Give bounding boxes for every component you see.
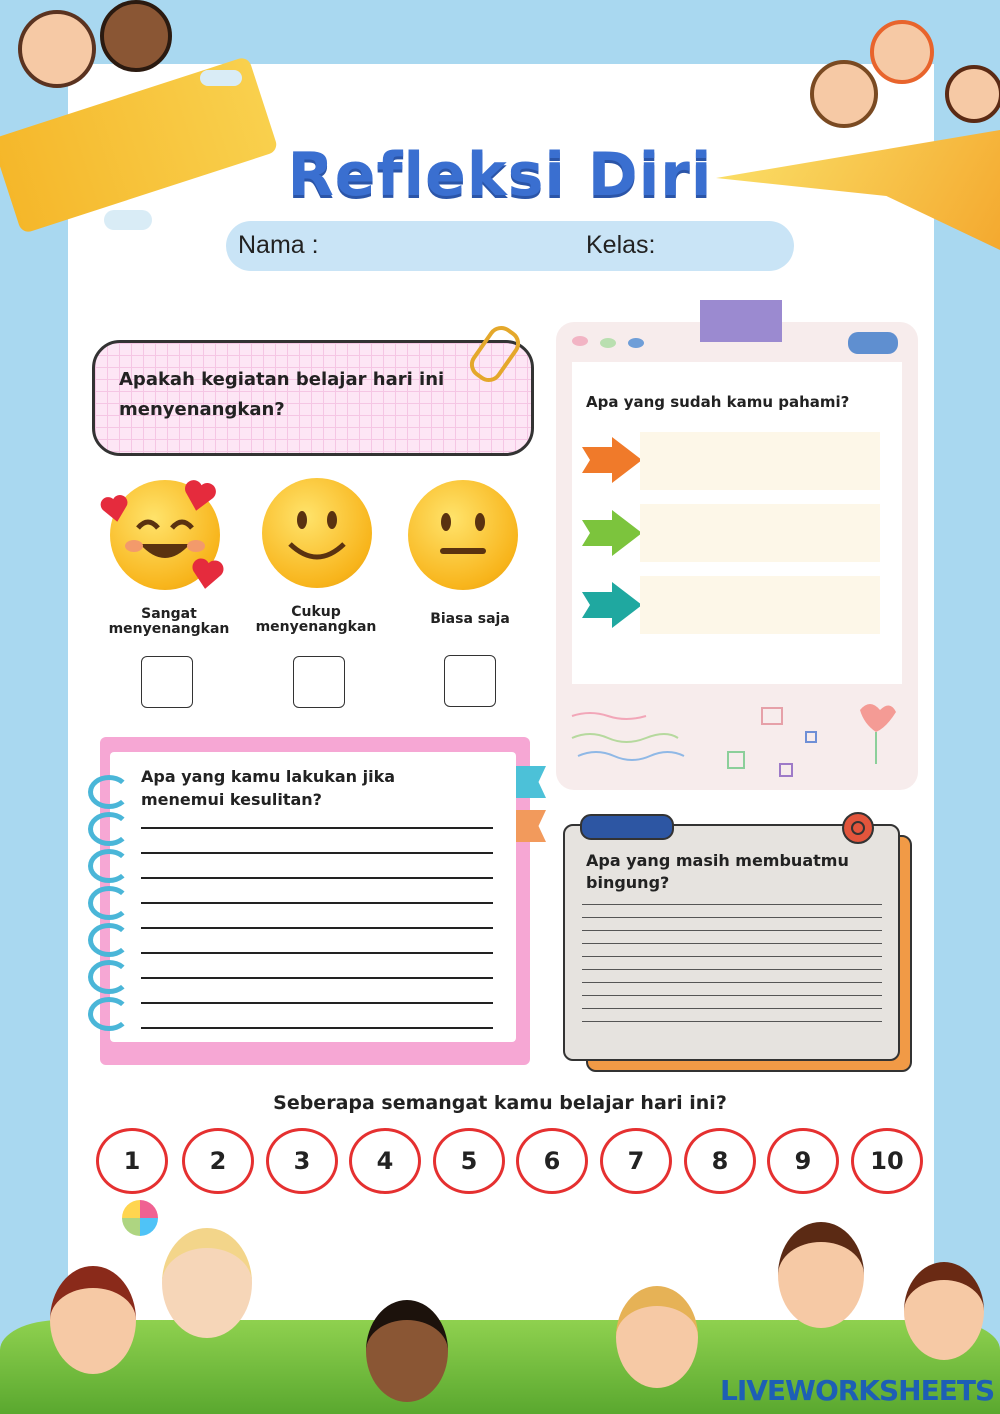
dot-decoration bbox=[572, 336, 588, 346]
rating-option-3[interactable]: 3 bbox=[266, 1128, 338, 1194]
option-label-3-line1: Biasa saja bbox=[430, 611, 510, 627]
kid-illustration-top-right-1 bbox=[810, 60, 878, 128]
name-label: Nama : bbox=[238, 231, 319, 259]
writing-line[interactable] bbox=[141, 902, 493, 904]
spiral-ring-icon bbox=[88, 849, 130, 883]
answer-field-1[interactable] bbox=[640, 432, 880, 490]
dot-decoration bbox=[628, 338, 644, 348]
arrow-icon bbox=[582, 582, 642, 628]
writing-line[interactable] bbox=[141, 852, 493, 854]
rating-option-4[interactable]: 4 bbox=[349, 1128, 421, 1194]
kid-illustration-top-right-2 bbox=[870, 20, 934, 84]
writing-line[interactable] bbox=[582, 1021, 882, 1022]
option-label-2-line1: Cukup bbox=[291, 604, 341, 620]
kid-illustration-bottom-1 bbox=[50, 1266, 136, 1374]
writing-line[interactable] bbox=[582, 943, 882, 944]
answer-field-2[interactable] bbox=[640, 504, 880, 562]
question-1-text: Apakah kegiatan belajar hari ini menyenangkan? bbox=[119, 369, 445, 420]
option-label-2 bbox=[241, 605, 391, 635]
writing-line[interactable] bbox=[582, 917, 882, 918]
option-label-1-line1: Sangat bbox=[141, 606, 197, 622]
writing-line[interactable] bbox=[141, 977, 493, 979]
dot-decoration bbox=[600, 338, 616, 348]
arrow-icon bbox=[582, 437, 642, 483]
kid-illustration-top-left-1 bbox=[18, 10, 96, 88]
writing-line[interactable] bbox=[141, 927, 493, 929]
kid-illustration-top-right-3 bbox=[945, 65, 1000, 123]
writing-line[interactable] bbox=[141, 1027, 493, 1029]
option-label-3 bbox=[395, 612, 545, 627]
rating-option-8[interactable]: 8 bbox=[684, 1128, 756, 1194]
spiral-ring-icon bbox=[88, 960, 130, 994]
smile-emoji-icon bbox=[262, 478, 372, 588]
writing-line[interactable] bbox=[141, 827, 493, 829]
kid-illustration-bottom-4 bbox=[616, 1286, 698, 1388]
tape-decoration bbox=[700, 300, 782, 342]
cloud-decoration bbox=[200, 70, 242, 86]
candy-icon bbox=[848, 332, 898, 354]
cloud-decoration bbox=[104, 210, 152, 230]
writing-line[interactable] bbox=[582, 995, 882, 996]
option-checkbox-1[interactable] bbox=[141, 656, 193, 708]
writing-line[interactable] bbox=[141, 877, 493, 879]
answer-field-3[interactable] bbox=[640, 576, 880, 634]
writing-line[interactable] bbox=[141, 1002, 493, 1004]
option-label-1-line2: menyenangkan bbox=[108, 621, 230, 637]
writing-line[interactable] bbox=[582, 904, 882, 905]
rating-option-6[interactable]: 6 bbox=[516, 1128, 588, 1194]
class-label: Kelas: bbox=[586, 231, 656, 259]
spiral-ring-icon bbox=[88, 775, 130, 809]
writing-line[interactable] bbox=[141, 952, 493, 954]
kid-illustration-top-left-2 bbox=[100, 0, 172, 72]
rating-option-10[interactable]: 10 bbox=[851, 1128, 923, 1194]
option-checkbox-3[interactable] bbox=[444, 655, 496, 707]
rating-option-1[interactable]: 1 bbox=[96, 1128, 168, 1194]
pinwheel-icon bbox=[122, 1200, 158, 1236]
writing-line[interactable] bbox=[582, 982, 882, 983]
writing-line[interactable] bbox=[582, 1008, 882, 1009]
rating-option-9[interactable]: 9 bbox=[767, 1128, 839, 1194]
kid-illustration-bottom-2 bbox=[162, 1228, 252, 1338]
writing-line[interactable] bbox=[582, 956, 882, 957]
arrow-icon bbox=[582, 510, 642, 556]
rating-option-5[interactable]: 5 bbox=[433, 1128, 505, 1194]
rating-option-2[interactable]: 2 bbox=[182, 1128, 254, 1194]
option-checkbox-2[interactable] bbox=[293, 656, 345, 708]
question-4-text: Apa yang masih membuatmu bingung? bbox=[586, 851, 849, 892]
page-title: Refleksi Diri bbox=[287, 140, 713, 210]
kid-illustration-bottom-3 bbox=[366, 1300, 448, 1402]
scribble-decoration bbox=[570, 704, 910, 784]
option-label-2-line2: menyenangkan bbox=[255, 619, 377, 635]
spiral-ring-icon bbox=[88, 997, 130, 1031]
rating-option-7[interactable]: 7 bbox=[600, 1128, 672, 1194]
flower-icon bbox=[842, 812, 874, 844]
neutral-emoji-icon bbox=[408, 480, 518, 590]
question-2-text: Apa yang sudah kamu pahami? bbox=[586, 393, 850, 411]
option-label-1 bbox=[94, 607, 244, 637]
liveworksheets-watermark: LIVEWORKSHEETS bbox=[720, 1374, 995, 1407]
kid-illustration-bottom-6 bbox=[904, 1262, 984, 1360]
question-1-box bbox=[92, 340, 534, 456]
question-3-text: Apa yang kamu lakukan jika menemui kesulitan? bbox=[141, 767, 396, 809]
spiral-ring-icon bbox=[88, 812, 130, 846]
name-class-bar bbox=[226, 221, 794, 271]
question-5-text: Seberapa semangat kamu belajar hari ini? bbox=[273, 1092, 727, 1114]
card-tab-decoration bbox=[580, 814, 674, 840]
writing-line[interactable] bbox=[582, 930, 882, 931]
kid-illustration-bottom-5 bbox=[778, 1222, 864, 1328]
spiral-ring-icon bbox=[88, 886, 130, 920]
writing-line[interactable] bbox=[582, 969, 882, 970]
spiral-ring-icon bbox=[88, 923, 130, 957]
